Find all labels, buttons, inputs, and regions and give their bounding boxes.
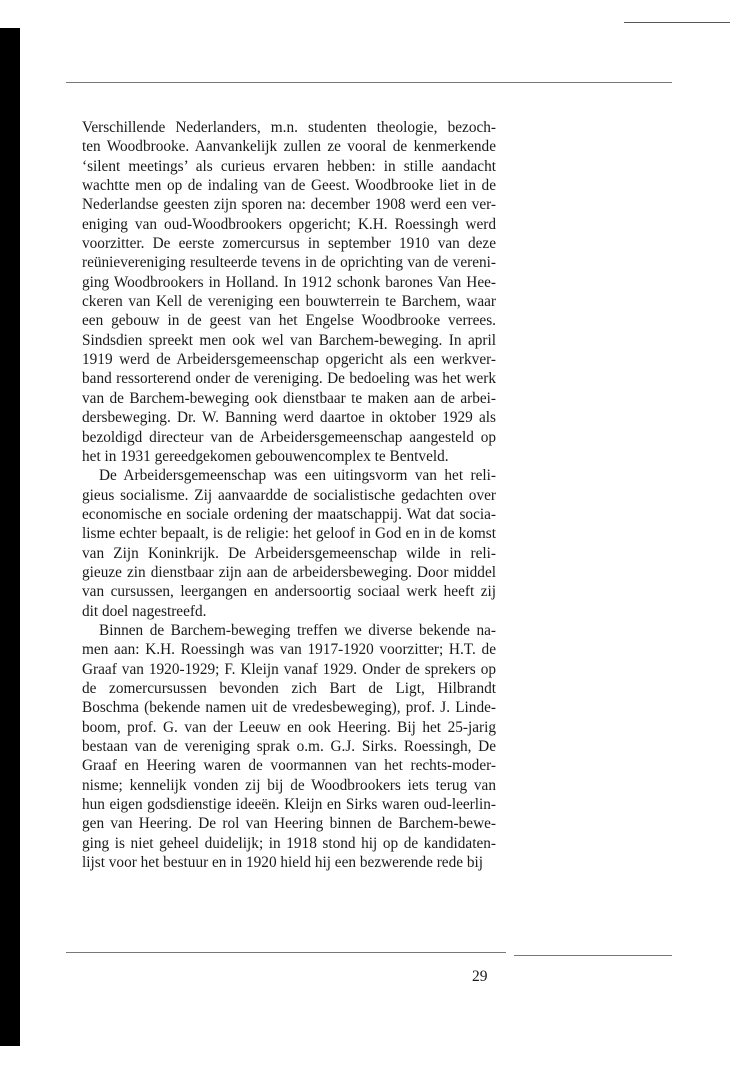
text-line: gen van Heering. De rol van Heering binnen de Barchem-bewe- (82, 815, 496, 833)
text-line: eniging van oud-Woodbrookers opgericht; K.H. Roessingh werd (82, 215, 496, 233)
footer-rule-left (66, 952, 506, 953)
text-line: gieus socialisme. Zij aanvaardde de socialistische gedachten over (82, 486, 496, 504)
text-line: economische en sociale ordening der maatschappij. Wat dat socia- (82, 505, 496, 523)
text-line: ten Woodbrooke. Aanvankelijk zullen ze vooral de kenmerkende (82, 138, 496, 156)
text-line: men aan: K.H. Roessingh was van 1917-1920 voorzitter; H.T. de (82, 641, 496, 659)
text-line: Boschma (bekende namen uit de vredesbeweging), prof. J. Linde- (82, 699, 496, 717)
text-line: bestaan van de vereniging sprak o.m. G.J. Sirks. Roessingh, De (82, 738, 496, 755)
paragraph-arbeidersgemeenschap (82, 466, 496, 621)
text-line: een gebouw in de geest van het Engelse Woodbrooke verrees. (82, 312, 496, 330)
header-rule (66, 82, 672, 83)
paragraph-barchem-beweging (82, 621, 496, 872)
text-line: Sindsdien spreekt men ook wel van Barchem-beweging. In april (82, 331, 496, 349)
text-line: ckeren van Kell de vereniging een bouwterrein te Barchem, waar (82, 293, 496, 311)
text-line: de zomercursussen bevonden zich Bart de Ligt, Hilbrandt (82, 679, 496, 697)
page-number: 29 (472, 968, 488, 985)
text-line: van cursussen, leergangen en andersoortig sociaal werk heeft zij (82, 583, 496, 601)
paragraph-woodbrooke (82, 118, 496, 466)
text-line: 1919 werd de Arbeidersgemeenschap opgericht als een werkver- (82, 351, 496, 369)
text-line: ging Woodbrookers in Holland. In 1912 schonk barones Van Hee- (82, 273, 496, 291)
text-line: van de Barchem-beweging ook dienstbaar te maken aan de arbei- (82, 389, 496, 407)
text-line: wachtte men op de indaling van de Geest. Woodbrooke liet in de (82, 177, 496, 195)
scan-binding-edge (0, 28, 20, 1046)
text-line: nisme; kennelijk vonden zij bij de Woodbrookers iets terug van (82, 776, 496, 794)
text-line: hun eigen godsdienstige ideeën. Kleijn en Sirks waren oud-leerlin- (82, 796, 496, 814)
text-line: Verschillende Nederlanders, m.n. studenten theologie, bezoch- (82, 119, 496, 136)
footer-rule-right (514, 955, 672, 956)
text-line: voorzitter. De eerste zomercursus in september 1910 van deze (82, 235, 496, 253)
text-line: het in 1931 gereedgekomen gebouwencomplex te Bentveld. (82, 447, 449, 465)
corner-rule (624, 22, 730, 23)
text-line: van Zijn Koninkrijk. De Arbeidersgemeenschap wilde in reli- (82, 544, 496, 562)
text-line: gieuze zin dienstbaar zijn aan de arbeidersbeweging. Door middel (82, 563, 496, 581)
text-line: lijst voor het bestuur en in 1920 hield hij een bezwerende rede bij (82, 854, 483, 872)
text-line: dit doel nagestreefd. (82, 602, 207, 620)
text-line: ‘silent meetings’ als curieus ervaren hebben: in stille aandacht (82, 157, 496, 175)
text-line: Binnen de Barchem-beweging treffen we diverse bekende na- (99, 621, 496, 639)
text-line: ging is niet geheel duidelijk; in 1918 stond hij op de kandidaten- (82, 834, 496, 852)
body-text (82, 118, 496, 872)
text-line: bezoldigd directeur van de Arbeidersgemeenschap aangesteld op (82, 428, 496, 446)
text-line: lisme echter bepaalt, is de religie: het geloof in God en in de komst (82, 525, 496, 543)
text-line: Graaf en Heering waren de voormannen van het rechts-moder- (82, 757, 496, 775)
text-line: De Arbeidersgemeenschap was een uitingsvorm van het reli- (99, 467, 496, 485)
text-line: reünievereniging resulteerde tevens in de oprichting van de vereni- (82, 254, 496, 272)
text-line: Nederlandse geesten zijn sporen na: december 1908 werd een ver- (82, 196, 496, 214)
text-line: boom, prof. G. van der Leeuw en ook Heering. Bij het 25-jarig (82, 718, 496, 736)
text-line: dersbeweging. Dr. W. Banning werd daartoe in oktober 1929 als (82, 409, 496, 427)
text-line: Graaf van 1920-1929; F. Kleijn vanaf 1929. Onder de sprekers op (82, 660, 496, 678)
text-line: band ressorterend onder de vereniging. De bedoeling was het werk (82, 370, 496, 388)
